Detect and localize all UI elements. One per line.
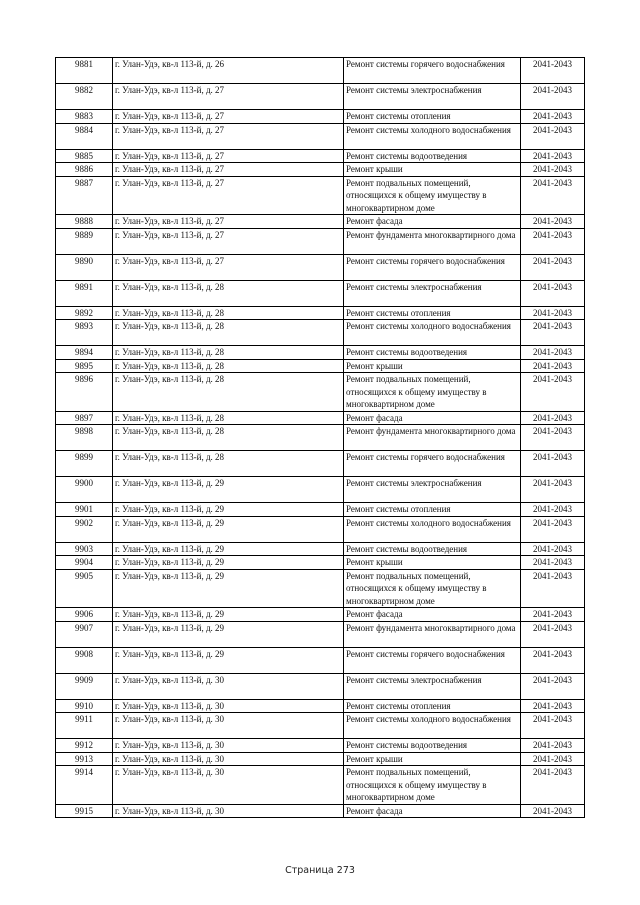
address-cell: г. Улан-Удэ, кв-л 113-й, д. 29 [113,608,344,622]
row-number-cell: 9889 [56,228,113,254]
work-type-cell: Ремонт системы горячего водоснабжения [344,58,521,84]
address-cell: г. Улан-Удэ, кв-л 113-й, д. 27 [113,110,344,124]
row-number-cell: 9884 [56,123,113,149]
table-row [56,804,585,818]
table-row [56,320,585,346]
work-type-cell: Ремонт крыши [344,359,521,373]
work-type-cell: Ремонт подвальных помещений, относящихся к общему имуществу в многоквартирном доме [344,766,521,805]
address-cell: г. Улан-Удэ, кв-л 113-й, д. 27 [113,163,344,177]
address-cell: г. Улан-Удэ, кв-л 113-й, д. 28 [113,306,344,320]
period-cell: 2041-2043 [521,306,585,320]
period-cell: 2041-2043 [521,621,585,647]
work-type-cell: Ремонт подвальных помещений, относящихся к общему имуществу в многоквартирном доме [344,569,521,608]
work-type-cell: Ремонт фасада [344,215,521,229]
address-cell: г. Улан-Удэ, кв-л 113-й, д. 29 [113,647,344,673]
period-cell: 2041-2043 [521,556,585,570]
work-type-cell: Ремонт крыши [344,752,521,766]
address-cell: г. Улан-Удэ, кв-л 113-й, д. 28 [113,411,344,425]
period-cell: 2041-2043 [521,176,585,215]
address-cell: г. Улан-Удэ, кв-л 113-й, д. 28 [113,451,344,477]
address-cell: г. Улан-Удэ, кв-л 113-й, д. 29 [113,621,344,647]
row-number-cell: 9910 [56,699,113,713]
period-cell: 2041-2043 [521,673,585,699]
address-cell: г. Улан-Удэ, кв-л 113-й, д. 27 [113,215,344,229]
address-cell: г. Улан-Удэ, кв-л 113-й, д. 29 [113,556,344,570]
period-cell: 2041-2043 [521,320,585,346]
period-cell: 2041-2043 [521,123,585,149]
table-row [56,411,585,425]
address-cell: г. Улан-Удэ, кв-л 113-й, д. 28 [113,359,344,373]
period-cell: 2041-2043 [521,739,585,753]
row-number-cell: 9888 [56,215,113,229]
address-cell: г. Улан-Удэ, кв-л 113-й, д. 30 [113,752,344,766]
row-number-cell: 9899 [56,451,113,477]
period-cell: 2041-2043 [521,149,585,163]
row-number-cell: 9887 [56,176,113,215]
address-cell: г. Улан-Удэ, кв-л 113-й, д. 30 [113,804,344,818]
row-number-cell: 9902 [56,516,113,542]
address-cell: г. Улан-Удэ, кв-л 113-й, д. 30 [113,766,344,805]
work-type-cell: Ремонт фасада [344,411,521,425]
work-type-cell: Ремонт фундамента многоквартирного дома [344,621,521,647]
address-cell: г. Улан-Удэ, кв-л 113-й, д. 28 [113,425,344,451]
work-type-cell: Ремонт системы горячего водоснабжения [344,254,521,280]
table-row [56,569,585,608]
address-cell: г. Улан-Удэ, кв-л 113-й, д. 29 [113,569,344,608]
work-type-cell: Ремонт системы водоотведения [344,739,521,753]
table-row [56,84,585,110]
table-row [56,516,585,542]
row-number-cell: 9892 [56,306,113,320]
period-cell: 2041-2043 [521,713,585,739]
period-cell: 2041-2043 [521,542,585,556]
table-row [56,713,585,739]
period-cell: 2041-2043 [521,411,585,425]
address-cell: г. Улан-Удэ, кв-л 113-й, д. 29 [113,542,344,556]
period-cell: 2041-2043 [521,569,585,608]
work-type-cell: Ремонт подвальных помещений, относящихся к общему имуществу в многоквартирном доме [344,373,521,412]
table-row [56,149,585,163]
row-number-cell: 9914 [56,766,113,805]
table-row [56,280,585,306]
table-row [56,621,585,647]
table-row [56,451,585,477]
row-number-cell: 9905 [56,569,113,608]
work-type-cell: Ремонт системы отопления [344,110,521,124]
row-number-cell: 9903 [56,542,113,556]
address-cell: г. Улан-Удэ, кв-л 113-й, д. 27 [113,123,344,149]
row-number-cell: 9901 [56,503,113,517]
period-cell: 2041-2043 [521,373,585,412]
address-cell: г. Улан-Удэ, кв-л 113-й, д. 30 [113,673,344,699]
work-type-cell: Ремонт системы отопления [344,699,521,713]
table-row [56,58,585,84]
address-cell: г. Улан-Удэ, кв-л 113-й, д. 27 [113,228,344,254]
work-type-cell: Ремонт системы горячего водоснабжения [344,647,521,673]
address-cell: г. Улан-Удэ, кв-л 113-й, д. 27 [113,254,344,280]
address-cell: г. Улан-Удэ, кв-л 113-й, д. 28 [113,320,344,346]
row-number-cell: 9885 [56,149,113,163]
period-cell: 2041-2043 [521,346,585,360]
row-number-cell: 9909 [56,673,113,699]
address-cell: г. Улан-Удэ, кв-л 113-й, д. 30 [113,739,344,753]
work-type-cell: Ремонт системы электроснабжения [344,84,521,110]
period-cell: 2041-2043 [521,804,585,818]
row-number-cell: 9891 [56,280,113,306]
row-number-cell: 9908 [56,647,113,673]
period-cell: 2041-2043 [521,58,585,84]
table-row [56,306,585,320]
work-type-cell: Ремонт фундамента многоквартирного дома [344,228,521,254]
period-cell: 2041-2043 [521,608,585,622]
row-number-cell: 9911 [56,713,113,739]
address-cell: г. Улан-Удэ, кв-л 113-й, д. 29 [113,503,344,517]
period-cell: 2041-2043 [521,477,585,503]
row-number-cell: 9894 [56,346,113,360]
period-cell: 2041-2043 [521,516,585,542]
row-number-cell: 9890 [56,254,113,280]
work-type-cell: Ремонт системы водоотведения [344,542,521,556]
period-cell: 2041-2043 [521,228,585,254]
work-type-cell: Ремонт системы холодного водоснабжения [344,320,521,346]
table-row [56,176,585,215]
address-cell: г. Улан-Удэ, кв-л 113-й, д. 27 [113,149,344,163]
repair-schedule-table [55,57,585,818]
work-type-cell: Ремонт подвальных помещений, относящихся к общему имуществу в многоквартирном доме [344,176,521,215]
table-row [56,477,585,503]
period-cell: 2041-2043 [521,425,585,451]
table-row [56,752,585,766]
table-row [56,425,585,451]
row-number-cell: 9893 [56,320,113,346]
row-number-cell: 9881 [56,58,113,84]
period-cell: 2041-2043 [521,280,585,306]
table-row [56,110,585,124]
period-cell: 2041-2043 [521,451,585,477]
table-row [56,373,585,412]
work-type-cell: Ремонт фасада [344,804,521,818]
address-cell: г. Улан-Удэ, кв-л 113-й, д. 29 [113,477,344,503]
period-cell: 2041-2043 [521,359,585,373]
work-type-cell: Ремонт крыши [344,556,521,570]
table-row [56,556,585,570]
work-type-cell: Ремонт системы горячего водоснабжения [344,451,521,477]
work-type-cell: Ремонт системы отопления [344,503,521,517]
work-type-cell: Ремонт системы холодного водоснабжения [344,713,521,739]
table-row [56,346,585,360]
row-number-cell: 9913 [56,752,113,766]
period-cell: 2041-2043 [521,254,585,280]
page-number: Страница 273 [285,865,355,876]
period-cell: 2041-2043 [521,699,585,713]
address-cell: г. Улан-Удэ, кв-л 113-й, д. 30 [113,713,344,739]
row-number-cell: 9898 [56,425,113,451]
address-cell: г. Улан-Удэ, кв-л 113-й, д. 30 [113,699,344,713]
row-number-cell: 9886 [56,163,113,177]
address-cell: г. Улан-Удэ, кв-л 113-й, д. 28 [113,280,344,306]
period-cell: 2041-2043 [521,752,585,766]
table-row [56,503,585,517]
period-cell: 2041-2043 [521,84,585,110]
table-row [56,739,585,753]
work-type-cell: Ремонт системы холодного водоснабжения [344,123,521,149]
table-row [56,647,585,673]
table-row [56,215,585,229]
period-cell: 2041-2043 [521,215,585,229]
row-number-cell: 9900 [56,477,113,503]
period-cell: 2041-2043 [521,647,585,673]
row-number-cell: 9915 [56,804,113,818]
work-type-cell: Ремонт системы отопления [344,306,521,320]
address-cell: г. Улан-Удэ, кв-л 113-й, д. 29 [113,516,344,542]
address-cell: г. Улан-Удэ, кв-л 113-й, д. 26 [113,58,344,84]
table-row [56,699,585,713]
work-type-cell: Ремонт системы холодного водоснабжения [344,516,521,542]
period-cell: 2041-2043 [521,163,585,177]
work-type-cell: Ремонт системы водоотведения [344,346,521,360]
table-row [56,123,585,149]
table-row [56,542,585,556]
row-number-cell: 9906 [56,608,113,622]
work-type-cell: Ремонт системы электроснабжения [344,477,521,503]
row-number-cell: 9907 [56,621,113,647]
row-number-cell: 9895 [56,359,113,373]
work-type-cell: Ремонт системы электроснабжения [344,280,521,306]
table-row [56,163,585,177]
address-cell: г. Улан-Удэ, кв-л 113-й, д. 27 [113,176,344,215]
work-type-cell: Ремонт крыши [344,163,521,177]
row-number-cell: 9904 [56,556,113,570]
table-row [56,254,585,280]
period-cell: 2041-2043 [521,503,585,517]
address-cell: г. Улан-Удэ, кв-л 113-й, д. 27 [113,84,344,110]
table-row [56,673,585,699]
row-number-cell: 9896 [56,373,113,412]
address-cell: г. Улан-Удэ, кв-л 113-й, д. 28 [113,373,344,412]
work-type-cell: Ремонт фундамента многоквартирного дома [344,425,521,451]
work-type-cell: Ремонт системы электроснабжения [344,673,521,699]
period-cell: 2041-2043 [521,766,585,805]
table-row [56,766,585,805]
repair-schedule-body [56,58,585,818]
period-cell: 2041-2043 [521,110,585,124]
row-number-cell: 9897 [56,411,113,425]
work-type-cell: Ремонт системы водоотведения [344,149,521,163]
row-number-cell: 9883 [56,110,113,124]
row-number-cell: 9882 [56,84,113,110]
work-type-cell: Ремонт фасада [344,608,521,622]
row-number-cell: 9912 [56,739,113,753]
table-row [56,228,585,254]
address-cell: г. Улан-Удэ, кв-л 113-й, д. 28 [113,346,344,360]
table-row [56,359,585,373]
table-row [56,608,585,622]
